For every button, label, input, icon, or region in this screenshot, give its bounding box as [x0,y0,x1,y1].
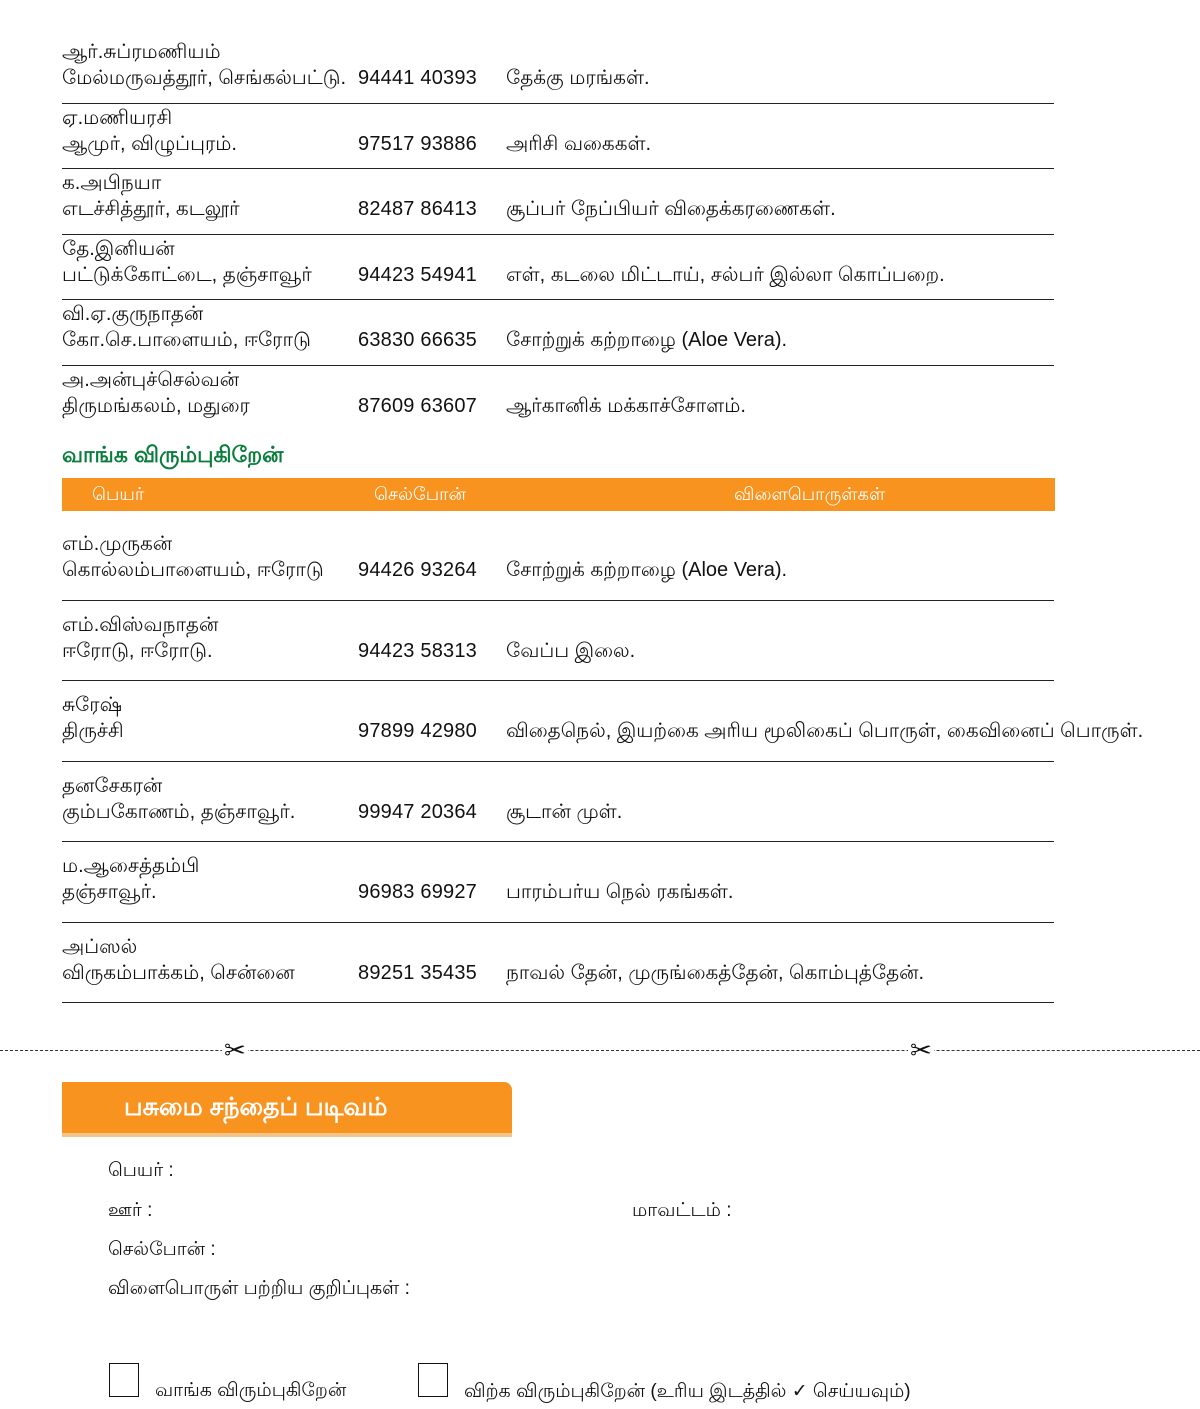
table-header [62,478,1055,511]
person-product: நாவல் தேன், முருங்கைத்தேன், கொம்புத்தேன். [506,961,925,984]
person-product: வேப்ப இலை. [506,639,636,662]
person-place: எடச்சித்தூர், கடலூர் [62,198,240,220]
list-item [62,520,1054,601]
person-product: சூடான் முள். [506,800,623,823]
person-product: பாரம்பர்ய நெல் ரகங்கள். [506,881,734,903]
list-item [62,762,1054,843]
list-item [62,923,1054,1004]
list-item [62,681,1144,762]
person-name: ஆர்.சுப்ரமணியம் [62,41,221,63]
person-name: தனசேகரன் [62,774,163,797]
form-title: பசுமை சந்தைப் படிவம் [124,1093,388,1121]
person-place: தஞ்சாவூர். [62,881,157,903]
list-item [62,366,1054,432]
list-item [62,104,1054,170]
header-product: விளைபொருள்கள் [734,484,886,504]
person-name: எம்.முருகன் [62,533,173,555]
person-place: கோ.செ.பாளையம், ஈரோடு [62,329,311,351]
person-phone: 94423 54941 [358,263,477,286]
person-phone: 94426 93264 [358,559,477,581]
cut-line [0,1050,1200,1051]
person-phone: 99947 20364 [358,800,477,823]
person-name: அப்ஸல் [62,935,138,958]
person-phone: 87609 63607 [358,394,477,417]
seller-list [62,38,1054,431]
person-place: விருகம்பாக்கம், சென்னை [62,961,295,984]
sell-checkbox[interactable] [418,1363,448,1397]
person-product: சோற்றுக் கற்றாழை (Aloe Vera). [506,559,788,581]
person-place: மேல்மருவத்தூர், செங்கல்பட்டு. [62,67,347,89]
person-name: ஏ.மணியரசி [62,106,173,129]
sell-checkbox-label: விற்க விரும்புகிறேன் (உரிய இடத்தில் ✓ செய்யவும்) [464,1381,911,1402]
person-product: விதைநெல், இயற்கை அரிய மூலிகைப் பொருள், கைவினைப் பொருள். [506,720,1144,742]
person-name: க.அபிநயா [62,172,162,194]
list-item [62,601,1054,682]
notes-field[interactable]: விளைபொருள் பற்றிய குறிப்புகள் : [108,1278,410,1299]
header-name: பெயர் [92,484,145,504]
person-product: சோற்றுக் கற்றாழை (Aloe Vera). [506,329,788,351]
person-place: கும்பகோணம், தஞ்சாவூர். [62,800,296,823]
buy-checkbox-label: வாங்க விரும்புகிறேன் [155,1380,347,1401]
form-title-banner [62,1082,512,1133]
phone-field[interactable]: செல்போன் : [108,1239,216,1260]
person-phone: 63830 66635 [358,329,477,351]
person-product: ஆர்கானிக் மக்காச்சோளம். [506,394,746,417]
buy-section-title: வாங்க விரும்புகிறேன் [62,442,284,467]
list-item [62,38,1054,104]
header-phone: செல்போன் [374,484,466,504]
name-field[interactable]: பெயர் : [108,1160,174,1181]
person-phone: 82487 86413 [358,198,477,220]
list-item [62,169,1054,235]
person-product: எள், கடலை மிட்டாய், சல்பர் இல்லா கொப்பறை. [506,263,945,286]
person-place: ஈரோடு, ஈரோடு. [62,639,213,662]
list-item [62,235,1054,301]
scissors-icon: ✂ [224,1035,246,1065]
person-place: ஆமுர், விழுப்புரம். [62,132,237,155]
scissors-icon: ✂ [910,1035,932,1065]
person-place: திருமங்கலம், மதுரை [62,394,250,417]
person-name: வி.ஏ.குருநாதன் [62,303,204,325]
person-phone: 94441 40393 [358,67,477,89]
buyer-list [62,520,1144,1003]
person-name: சுரேஷ் [62,694,122,716]
town-field[interactable]: ஊர் : [108,1200,153,1221]
person-name: அ.அன்புச்செல்வன் [62,368,240,391]
person-product: அரிசி வகைகள். [506,132,652,155]
person-phone: 97517 93886 [358,132,477,155]
person-phone: 89251 35435 [358,961,477,984]
person-name: ம.ஆசைத்தம்பி [62,855,200,877]
person-place: பட்டுக்கோட்டை, தஞ்சாவூர் [62,263,312,286]
list-item [62,842,1054,923]
list-item [62,300,1054,366]
person-product: தேக்கு மரங்கள். [506,67,650,89]
person-phone: 97899 42980 [358,720,477,742]
buy-checkbox[interactable] [109,1363,139,1397]
person-place: கொல்லம்பாளையம், ஈரோடு [62,559,324,581]
person-product: சூப்பர் நேப்பியர் விதைக்கரணைகள். [506,198,836,220]
person-name: எம்.விஸ்வநாதன் [62,613,219,636]
district-field[interactable]: மாவட்டம் : [632,1200,732,1221]
person-phone: 94423 58313 [358,639,477,662]
person-phone: 96983 69927 [358,881,477,903]
person-name: தே.இனியன் [62,237,175,260]
person-place: திருச்சி [62,720,124,742]
